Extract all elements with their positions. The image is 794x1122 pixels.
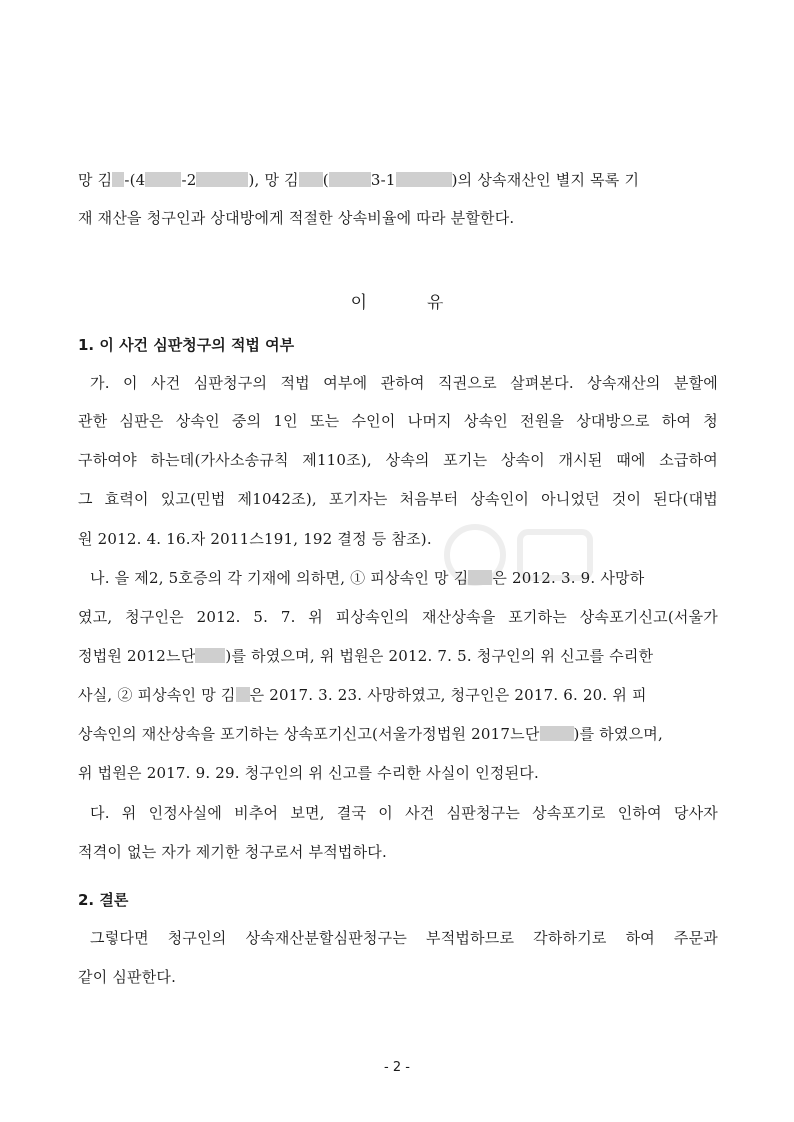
para-text: 은 2012. 3. 9. 사망하 [492,569,645,587]
order-line-1 [78,170,718,190]
conclusion-line: 그렇다면 청구인의 상속재산분할심판청구는 부적법하므로 각하하기로 하여 주문과 [90,929,718,947]
redacted-block [196,172,248,187]
para-text: )를 하였으며, [573,725,663,743]
reason-title [0,288,794,313]
reason-title-char: 유 [427,293,444,313]
para-na-line-5 [78,724,718,744]
para-ga-line: 구하여야 하는데(가사소송규칙 제110조), 상속의 포기는 상속이 개시된 때에 소급하여 [78,451,718,469]
order-text: 망 김 [78,171,113,189]
reason-title-char: 이 [350,293,367,313]
para-ga-line: 가. 이 사건 심판청구의 적법 여부에 관하여 직권으로 살펴본다. 상속재산의 분할에 [90,374,718,392]
page-number: - 2 - [384,1060,410,1075]
redacted-block [468,570,492,585]
redacted-block [195,648,225,663]
para-na-line-1 [90,568,718,588]
order-text: ( [322,171,329,189]
para-na-line-2: 였고, 청구인은 2012. 5. 7. 위 피상속인의 재산상속을 포기하는 상속포기신고(서울가 [78,608,718,626]
order-line-2: 재 재산을 청구인과 상대방에게 적절한 상속비율에 따라 분할한다. [78,209,515,227]
redacted-block [145,172,181,187]
para-da-line: 다. 위 인정사실에 비추어 보면, 결국 이 사건 심판청구는 상속포기로 인하여 당사자 [90,804,718,822]
para-na-line-6: 위 법원은 2017. 9. 29. 청구인의 위 신고를 수리한 사실이 인정된다. [78,764,539,782]
order-text: ), 망 김 [248,171,299,189]
para-da-line: 적격이 없는 자가 제기한 청구로서 부적법하다. [78,843,387,861]
para-ga-line: 원 2012. 4. 16.자 2011스191, 192 결정 등 참조). [78,530,432,548]
para-na-line-3 [78,646,718,666]
para-na-line-4 [78,685,718,705]
order-text: 3-1 [370,171,396,189]
order-text: )의 상속재산인 별지 목록 기 [451,171,640,189]
section-1-heading: 1. 이 사건 심판청구의 적법 여부 [78,336,295,354]
para-text: 상속인의 재산상속을 포기하는 상속포기신고(서울가정법원 2017느단 [78,725,540,743]
para-text: )를 하였으며, 위 법원은 2012. 7. 5. 청구인의 위 신고를 수리한 [225,647,654,665]
para-ga-line: 그 효력이 있고(민법 제1042조), 포기자는 처음부터 상속인이 아니었던 것이 된다(대법 [78,490,718,508]
para-text: 사실, ② 피상속인 망 김 [78,686,236,704]
redacted-block [299,172,323,187]
redacted-block [540,726,574,741]
section-2-heading: 2. 결론 [78,891,129,909]
redacted-block [329,172,371,187]
para-text: 정법원 2012느단 [78,647,196,665]
order-text: -2 [181,171,197,189]
para-ga-line: 관한 심판은 상속인 중의 1인 또는 수인이 나머지 상속인 전원을 상대방으로 하여 청 [78,412,718,430]
para-text: 은 2017. 3. 23. 사망하였고, 청구인은 2017. 6. 20. 위 피 [249,686,647,704]
order-text: -(4 [124,171,146,189]
conclusion-line: 같이 심판한다. [78,968,177,986]
para-text: 나. 을 제2, 5호증의 각 기재에 의하면, ① 피상속인 망 김 [90,569,469,587]
redacted-block [112,172,124,187]
redacted-block [396,172,452,187]
redacted-block [236,687,250,702]
